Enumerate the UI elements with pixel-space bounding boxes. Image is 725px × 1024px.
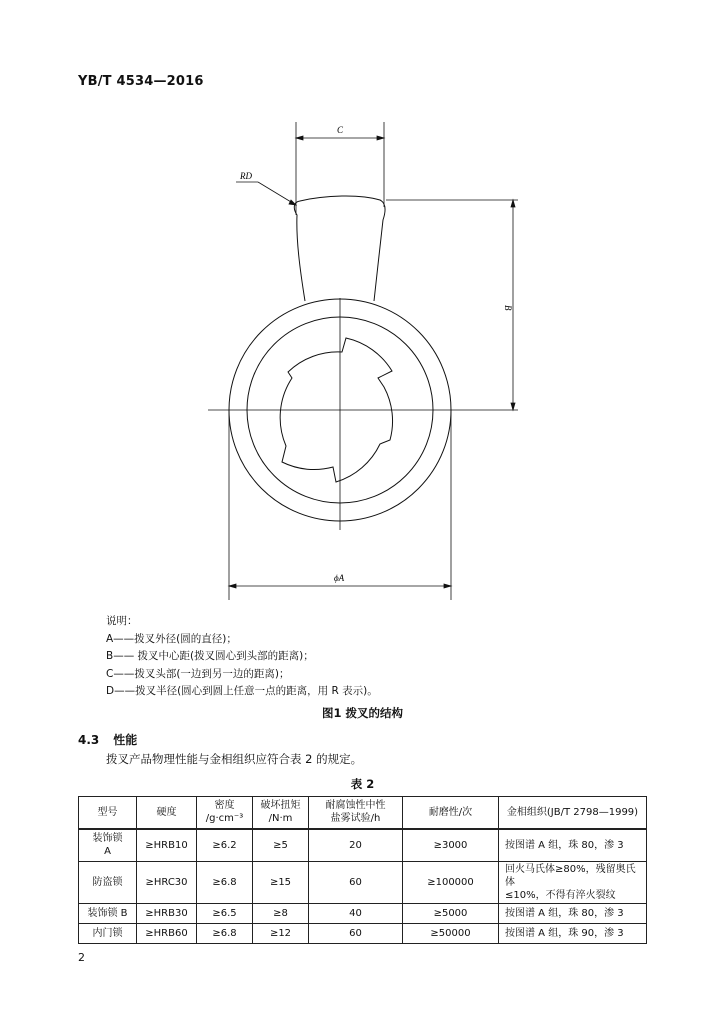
table-cell: 装饰锁 A <box>79 829 137 862</box>
table-cell: ≥HRC30 <box>137 862 197 904</box>
table-caption: 表 2 <box>350 777 375 791</box>
table-cell: ≥6.8 <box>197 862 253 904</box>
document-code: YB/T 4534—2016 <box>78 74 204 89</box>
table-cell: ≥6.8 <box>197 924 253 944</box>
performance-table <box>78 796 647 944</box>
table-cell: ≥100000 <box>403 862 499 904</box>
table-row <box>79 904 647 924</box>
table-cell: ≥50000 <box>403 924 499 944</box>
header-cell: 耐磨性/次 <box>403 797 499 829</box>
table-cell: ≥8 <box>253 904 309 924</box>
table-cell: ≥6.2 <box>197 829 253 862</box>
table-cell: 按图谱 A 组，珠 90，渗 3 <box>499 924 647 944</box>
table-cell: 按图谱 A 组，珠 80，渗 3 <box>499 829 647 862</box>
header-cell: 密度 /g·cm⁻³ <box>197 797 253 829</box>
section-number: 4.3 <box>78 733 100 747</box>
header-cell: 破坏扭矩 /N·m <box>253 797 309 829</box>
table-cell: 回火马氏体≥80%，残留奥氏体 ≤10%，不得有淬火裂纹 <box>499 862 647 904</box>
table-cell: ≥HRB30 <box>137 904 197 924</box>
table-cell: ≥15 <box>253 862 309 904</box>
dimension-b-label: B <box>503 305 513 311</box>
section-title: 性能 <box>113 733 138 747</box>
dimension-a-label: ϕA <box>334 573 345 583</box>
legend-title: 说明： <box>106 615 138 627</box>
table-cell: 装饰锁 B <box>79 904 137 924</box>
table-cell: ≥5000 <box>403 904 499 924</box>
legend-item: B—— 拨叉中心距(拨叉圆心到头部的距离)； <box>106 650 314 663</box>
table-row <box>79 862 647 904</box>
table-cell: 40 <box>309 904 403 924</box>
table-cell: 内门锁 <box>79 924 137 944</box>
fork-head-outline <box>294 196 385 301</box>
table-cell: 60 <box>309 862 403 904</box>
table-cell: 60 <box>309 924 403 944</box>
table-cell: ≥12 <box>253 924 309 944</box>
table-cell: ≥HRB60 <box>137 924 197 944</box>
table-cell: 防盗锁 <box>79 862 137 904</box>
header-cell: 硬度 <box>137 797 197 829</box>
header-cell: 耐腐蚀性中性 盐雾试验/h <box>309 797 403 829</box>
table-row <box>79 829 647 862</box>
figure-caption: 图1 拨叉的结构 <box>321 706 403 720</box>
legend-item: A——拨叉外径(圆的直径)； <box>106 632 237 645</box>
table-cell: 20 <box>309 829 403 862</box>
page-number: 2 <box>78 951 85 964</box>
legend-item: C——拨叉头部(一边到另一边的距离)； <box>106 667 290 680</box>
table-row <box>79 924 647 944</box>
table-cell: ≥5 <box>253 829 309 862</box>
legend-item: D——拨叉半径(圆心到圆上任意一点的距离，用 R 表示)。 <box>106 685 378 698</box>
table-cell: ≥3000 <box>403 829 499 862</box>
body-paragraph: 拨叉产品物理性能与金相组织应符合表 2 的规定。 <box>106 752 363 766</box>
dimension-rd-label: RD <box>240 171 252 181</box>
table-cell: 按图谱 A 组，珠 80，渗 3 <box>499 904 647 924</box>
figure-legend <box>106 613 378 701</box>
header-cell: 金相组织(JB/T 2798—1999) <box>499 797 647 829</box>
section-heading <box>78 731 137 748</box>
dimension-c-label: C <box>337 125 344 135</box>
header-cell: 型号 <box>79 797 137 829</box>
table-cell: ≥6.5 <box>197 904 253 924</box>
table-cell: ≥HRB10 <box>137 829 197 862</box>
